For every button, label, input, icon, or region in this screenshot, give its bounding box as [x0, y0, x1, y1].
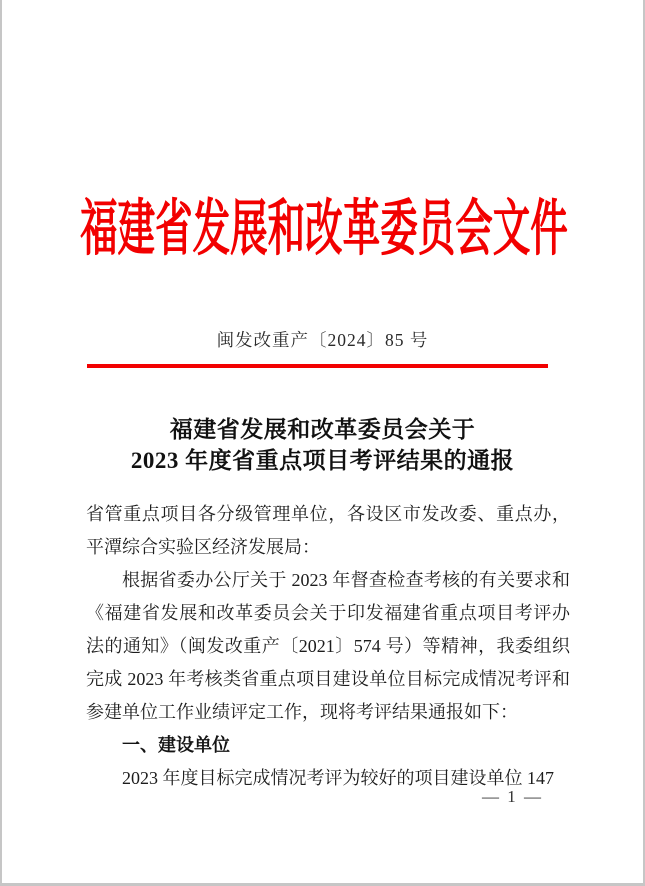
agency-masthead-text: 福建省发展和改革委员会文件 [79, 196, 568, 263]
page-number: — 1 — [482, 787, 543, 806]
document-title-line1: 福建省发展和改革委员会关于 [169, 417, 476, 442]
body-paragraph-basis: 根据省委办公厅关于 2023 年督查检查考核的有关要求和《福建省发展和改革委员会关于印发福建省重点项目考评办法的通知》（闽发改重产〔2021〕574 号）等精神，我委组织完成 2023 年考核类省重点项目建设单位目标完成情况考评和参建单位工作业绩评定工作，现将考评结果通报如下： [86, 570, 570, 722]
document-reference-number: 闽发改重产〔2024〕85 号 [216, 330, 429, 350]
agency-masthead [2, 197, 643, 267]
body-paragraph-results: 2023 年度目标完成情况考评为较好的项目建设单位 147 [122, 768, 554, 788]
document-title [2, 414, 643, 476]
red-divider-rule [87, 364, 548, 368]
recipients-line: 省管重点项目各分级管理单位，各设区市发改委、重点办，平潭综合实验区经济发展局： [86, 504, 570, 557]
document-body [86, 498, 570, 795]
document-title-line2: 2023 年度省重点项目考评结果的通报 [130, 448, 515, 473]
section-heading-construction-units: 一、建设单位 [122, 735, 230, 755]
